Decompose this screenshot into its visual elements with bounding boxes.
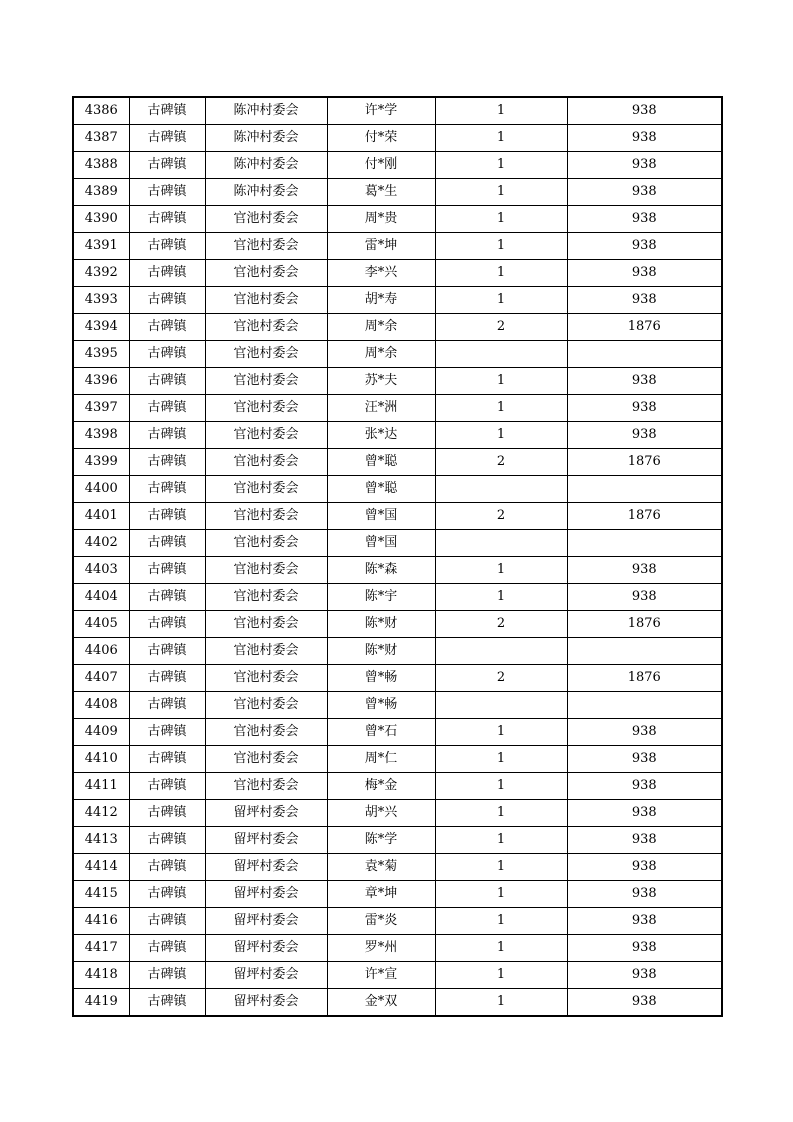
village-committee-cell: 官池村委会 — [205, 665, 327, 692]
town-cell: 古碑镇 — [129, 503, 205, 530]
name-cell: 陈*财 — [327, 611, 435, 638]
town-cell: 古碑镇 — [129, 692, 205, 719]
village-committee-cell: 官池村委会 — [205, 584, 327, 611]
town-cell: 古碑镇 — [129, 746, 205, 773]
name-cell: 袁*菊 — [327, 854, 435, 881]
row-number-cell: 4412 — [73, 800, 129, 827]
amount-cell: 1876 — [567, 611, 722, 638]
table-row — [73, 476, 722, 503]
amount-cell: 938 — [567, 935, 722, 962]
amount-cell: 1876 — [567, 665, 722, 692]
town-cell: 古碑镇 — [129, 341, 205, 368]
row-number-cell: 4394 — [73, 314, 129, 341]
town-cell: 古碑镇 — [129, 476, 205, 503]
village-committee-cell: 官池村委会 — [205, 314, 327, 341]
table-row — [73, 827, 722, 854]
count-cell: 1 — [435, 962, 567, 989]
count-cell: 2 — [435, 449, 567, 476]
count-cell: 1 — [435, 422, 567, 449]
row-number-cell: 4406 — [73, 638, 129, 665]
amount-cell: 938 — [567, 719, 722, 746]
town-cell: 古碑镇 — [129, 422, 205, 449]
table-row — [73, 800, 722, 827]
name-cell: 曾*国 — [327, 530, 435, 557]
table-row — [73, 935, 722, 962]
village-committee-cell: 陈冲村委会 — [205, 179, 327, 206]
row-number-cell: 4413 — [73, 827, 129, 854]
count-cell: 1 — [435, 368, 567, 395]
name-cell: 金*双 — [327, 989, 435, 1017]
name-cell: 曾*国 — [327, 503, 435, 530]
town-cell: 古碑镇 — [129, 152, 205, 179]
name-cell: 周*余 — [327, 314, 435, 341]
count-cell: 2 — [435, 314, 567, 341]
amount-cell: 938 — [567, 206, 722, 233]
count-cell: 2 — [435, 503, 567, 530]
village-committee-cell: 留坪村委会 — [205, 800, 327, 827]
table-row — [73, 854, 722, 881]
row-number-cell: 4405 — [73, 611, 129, 638]
table-row — [73, 503, 722, 530]
name-cell: 周*贵 — [327, 206, 435, 233]
table-row — [73, 395, 722, 422]
name-cell: 周*余 — [327, 341, 435, 368]
town-cell: 古碑镇 — [129, 962, 205, 989]
count-cell: 2 — [435, 611, 567, 638]
name-cell: 李*兴 — [327, 260, 435, 287]
village-committee-cell: 留坪村委会 — [205, 854, 327, 881]
row-number-cell: 4407 — [73, 665, 129, 692]
town-cell: 古碑镇 — [129, 773, 205, 800]
table-row — [73, 719, 722, 746]
count-cell: 1 — [435, 827, 567, 854]
row-number-cell: 4398 — [73, 422, 129, 449]
amount-cell: 938 — [567, 287, 722, 314]
amount-cell: 938 — [567, 746, 722, 773]
name-cell: 苏*夫 — [327, 368, 435, 395]
village-committee-cell: 官池村委会 — [205, 719, 327, 746]
table-row — [73, 908, 722, 935]
name-cell: 章*坤 — [327, 881, 435, 908]
amount-cell — [567, 530, 722, 557]
village-committee-cell: 官池村委会 — [205, 422, 327, 449]
amount-cell: 938 — [567, 179, 722, 206]
name-cell: 许*宣 — [327, 962, 435, 989]
name-cell: 葛*生 — [327, 179, 435, 206]
name-cell: 陈*森 — [327, 557, 435, 584]
name-cell: 曾*聪 — [327, 449, 435, 476]
amount-cell: 1876 — [567, 314, 722, 341]
amount-cell — [567, 638, 722, 665]
name-cell: 付*刚 — [327, 152, 435, 179]
village-committee-cell: 陈冲村委会 — [205, 97, 327, 125]
town-cell: 古碑镇 — [129, 125, 205, 152]
name-cell: 陈*宇 — [327, 584, 435, 611]
table-row — [73, 179, 722, 206]
row-number-cell: 4388 — [73, 152, 129, 179]
village-committee-cell: 官池村委会 — [205, 503, 327, 530]
row-number-cell: 4403 — [73, 557, 129, 584]
count-cell — [435, 476, 567, 503]
name-cell: 曾*畅 — [327, 692, 435, 719]
town-cell: 古碑镇 — [129, 881, 205, 908]
village-committee-cell: 官池村委会 — [205, 638, 327, 665]
name-cell: 汪*洲 — [327, 395, 435, 422]
town-cell: 古碑镇 — [129, 557, 205, 584]
table-row — [73, 233, 722, 260]
row-number-cell: 4390 — [73, 206, 129, 233]
town-cell: 古碑镇 — [129, 449, 205, 476]
table-row — [73, 530, 722, 557]
amount-cell: 938 — [567, 827, 722, 854]
village-committee-cell: 官池村委会 — [205, 368, 327, 395]
village-committee-cell: 官池村委会 — [205, 476, 327, 503]
count-cell: 1 — [435, 179, 567, 206]
town-cell: 古碑镇 — [129, 395, 205, 422]
table-row — [73, 449, 722, 476]
document-page — [72, 96, 721, 1017]
village-committee-cell: 留坪村委会 — [205, 881, 327, 908]
count-cell: 1 — [435, 881, 567, 908]
count-cell: 1 — [435, 395, 567, 422]
table-row — [73, 368, 722, 395]
village-committee-cell: 留坪村委会 — [205, 962, 327, 989]
town-cell: 古碑镇 — [129, 260, 205, 287]
table-row — [73, 665, 722, 692]
row-number-cell: 4402 — [73, 530, 129, 557]
amount-cell — [567, 476, 722, 503]
village-committee-cell: 官池村委会 — [205, 557, 327, 584]
name-cell: 许*学 — [327, 97, 435, 125]
table-row — [73, 125, 722, 152]
village-committee-cell: 官池村委会 — [205, 206, 327, 233]
amount-cell: 938 — [567, 368, 722, 395]
table-row — [73, 260, 722, 287]
amount-cell: 938 — [567, 854, 722, 881]
roster-table — [72, 96, 723, 1017]
name-cell: 雷*炎 — [327, 908, 435, 935]
table-row — [73, 989, 722, 1017]
village-committee-cell: 官池村委会 — [205, 260, 327, 287]
row-number-cell: 4417 — [73, 935, 129, 962]
amount-cell: 938 — [567, 962, 722, 989]
name-cell: 曾*石 — [327, 719, 435, 746]
name-cell: 胡*寿 — [327, 287, 435, 314]
village-committee-cell: 官池村委会 — [205, 395, 327, 422]
town-cell: 古碑镇 — [129, 827, 205, 854]
count-cell: 2 — [435, 665, 567, 692]
count-cell: 1 — [435, 908, 567, 935]
row-number-cell: 4415 — [73, 881, 129, 908]
count-cell: 1 — [435, 719, 567, 746]
count-cell: 1 — [435, 97, 567, 125]
amount-cell: 1876 — [567, 503, 722, 530]
row-number-cell: 4395 — [73, 341, 129, 368]
row-number-cell: 4393 — [73, 287, 129, 314]
row-number-cell: 4387 — [73, 125, 129, 152]
town-cell: 古碑镇 — [129, 233, 205, 260]
row-number-cell: 4401 — [73, 503, 129, 530]
row-number-cell: 4386 — [73, 97, 129, 125]
count-cell: 1 — [435, 800, 567, 827]
table-row — [73, 422, 722, 449]
count-cell: 1 — [435, 260, 567, 287]
row-number-cell: 4392 — [73, 260, 129, 287]
count-cell — [435, 341, 567, 368]
town-cell: 古碑镇 — [129, 854, 205, 881]
count-cell: 1 — [435, 557, 567, 584]
row-number-cell: 4418 — [73, 962, 129, 989]
row-number-cell: 4404 — [73, 584, 129, 611]
table-row — [73, 557, 722, 584]
name-cell: 周*仁 — [327, 746, 435, 773]
name-cell: 曾*畅 — [327, 665, 435, 692]
table-row — [73, 746, 722, 773]
amount-cell: 938 — [567, 908, 722, 935]
count-cell: 1 — [435, 233, 567, 260]
amount-cell: 1876 — [567, 449, 722, 476]
town-cell: 古碑镇 — [129, 665, 205, 692]
count-cell — [435, 530, 567, 557]
table-row — [73, 97, 722, 125]
table-row — [73, 638, 722, 665]
name-cell: 陈*财 — [327, 638, 435, 665]
name-cell: 罗*州 — [327, 935, 435, 962]
town-cell: 古碑镇 — [129, 935, 205, 962]
count-cell — [435, 692, 567, 719]
count-cell: 1 — [435, 746, 567, 773]
village-committee-cell: 陈冲村委会 — [205, 152, 327, 179]
table-row — [73, 314, 722, 341]
row-number-cell: 4389 — [73, 179, 129, 206]
name-cell: 付*荣 — [327, 125, 435, 152]
count-cell: 1 — [435, 206, 567, 233]
count-cell: 1 — [435, 152, 567, 179]
row-number-cell: 4416 — [73, 908, 129, 935]
amount-cell: 938 — [567, 557, 722, 584]
amount-cell: 938 — [567, 125, 722, 152]
amount-cell: 938 — [567, 97, 722, 125]
village-committee-cell: 官池村委会 — [205, 611, 327, 638]
count-cell: 1 — [435, 935, 567, 962]
row-number-cell: 4400 — [73, 476, 129, 503]
amount-cell: 938 — [567, 989, 722, 1017]
amount-cell: 938 — [567, 800, 722, 827]
town-cell: 古碑镇 — [129, 611, 205, 638]
amount-cell — [567, 341, 722, 368]
town-cell: 古碑镇 — [129, 719, 205, 746]
village-committee-cell: 留坪村委会 — [205, 935, 327, 962]
village-committee-cell: 官池村委会 — [205, 530, 327, 557]
row-number-cell: 4409 — [73, 719, 129, 746]
amount-cell: 938 — [567, 881, 722, 908]
amount-cell: 938 — [567, 584, 722, 611]
count-cell: 1 — [435, 854, 567, 881]
town-cell: 古碑镇 — [129, 97, 205, 125]
name-cell: 陈*学 — [327, 827, 435, 854]
village-committee-cell: 留坪村委会 — [205, 989, 327, 1017]
count-cell: 1 — [435, 584, 567, 611]
table-row — [73, 152, 722, 179]
table-row — [73, 611, 722, 638]
row-number-cell: 4397 — [73, 395, 129, 422]
amount-cell: 938 — [567, 422, 722, 449]
count-cell: 1 — [435, 773, 567, 800]
amount-cell — [567, 692, 722, 719]
table-row — [73, 962, 722, 989]
table-row — [73, 287, 722, 314]
count-cell: 1 — [435, 287, 567, 314]
amount-cell: 938 — [567, 773, 722, 800]
count-cell — [435, 638, 567, 665]
row-number-cell: 4399 — [73, 449, 129, 476]
town-cell: 古碑镇 — [129, 368, 205, 395]
village-committee-cell: 官池村委会 — [205, 449, 327, 476]
count-cell: 1 — [435, 125, 567, 152]
table-row — [73, 341, 722, 368]
row-number-cell: 4411 — [73, 773, 129, 800]
name-cell: 曾*聪 — [327, 476, 435, 503]
town-cell: 古碑镇 — [129, 584, 205, 611]
table-row — [73, 584, 722, 611]
table-row — [73, 206, 722, 233]
row-number-cell: 4419 — [73, 989, 129, 1017]
village-committee-cell: 官池村委会 — [205, 773, 327, 800]
table-row — [73, 881, 722, 908]
village-committee-cell: 官池村委会 — [205, 692, 327, 719]
town-cell: 古碑镇 — [129, 908, 205, 935]
amount-cell: 938 — [567, 395, 722, 422]
row-number-cell: 4410 — [73, 746, 129, 773]
town-cell: 古碑镇 — [129, 989, 205, 1017]
village-committee-cell: 官池村委会 — [205, 746, 327, 773]
name-cell: 张*达 — [327, 422, 435, 449]
amount-cell: 938 — [567, 152, 722, 179]
table-body — [73, 97, 722, 1016]
town-cell: 古碑镇 — [129, 800, 205, 827]
table-row — [73, 692, 722, 719]
village-committee-cell: 官池村委会 — [205, 287, 327, 314]
town-cell: 古碑镇 — [129, 287, 205, 314]
village-committee-cell: 官池村委会 — [205, 341, 327, 368]
row-number-cell: 4396 — [73, 368, 129, 395]
village-committee-cell: 陈冲村委会 — [205, 125, 327, 152]
name-cell: 雷*坤 — [327, 233, 435, 260]
town-cell: 古碑镇 — [129, 179, 205, 206]
amount-cell: 938 — [567, 260, 722, 287]
name-cell: 胡*兴 — [327, 800, 435, 827]
town-cell: 古碑镇 — [129, 530, 205, 557]
row-number-cell: 4391 — [73, 233, 129, 260]
row-number-cell: 4408 — [73, 692, 129, 719]
village-committee-cell: 官池村委会 — [205, 233, 327, 260]
village-committee-cell: 留坪村委会 — [205, 908, 327, 935]
amount-cell: 938 — [567, 233, 722, 260]
count-cell: 1 — [435, 989, 567, 1017]
village-committee-cell: 留坪村委会 — [205, 827, 327, 854]
town-cell: 古碑镇 — [129, 638, 205, 665]
row-number-cell: 4414 — [73, 854, 129, 881]
name-cell: 梅*金 — [327, 773, 435, 800]
town-cell: 古碑镇 — [129, 314, 205, 341]
table-row — [73, 773, 722, 800]
town-cell: 古碑镇 — [129, 206, 205, 233]
